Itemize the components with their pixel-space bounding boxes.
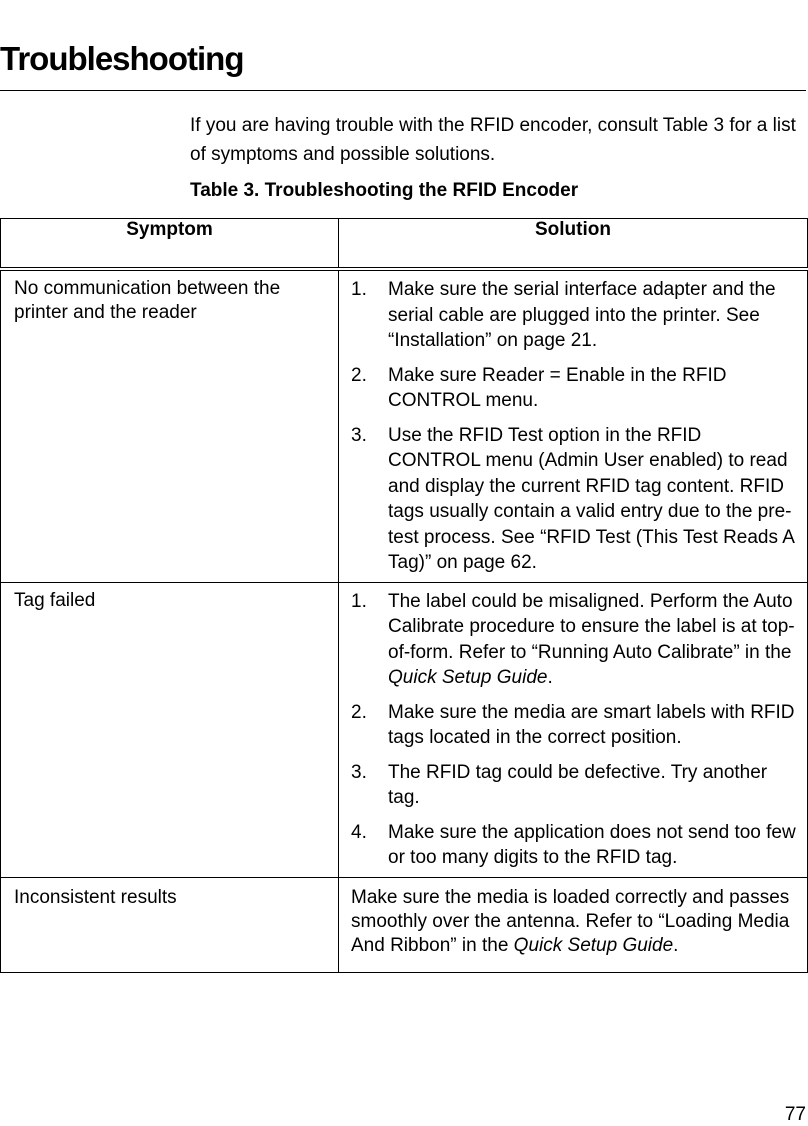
- step-text-part: The label could be misaligned. Perform the Auto Calibrate procedure to ensure the label is at top-of-form. Refer to “Running Auto Calibrate” in the: [388, 590, 795, 663]
- step-number: 4.: [351, 821, 367, 843]
- step-text: Make sure Reader = Enable in the RFID CONTROL menu.: [388, 364, 727, 411]
- troubleshooting-table: [0, 218, 808, 973]
- symptom-cell: Inconsistent results: [1, 877, 339, 972]
- symptom-column-header: Symptom: [1, 219, 339, 270]
- solution-step: [351, 363, 797, 414]
- solution-step: [351, 700, 797, 751]
- page-number: 77: [784, 1104, 806, 1125]
- solution-step: [351, 423, 797, 576]
- step-number: 2.: [351, 701, 367, 723]
- intro-paragraph: If you are having trouble with the RFID encoder, consult Table 3 for a list of symptoms and possible solutions.: [190, 115, 796, 165]
- solution-step: [351, 589, 797, 691]
- guide-title: Quick Setup Guide: [388, 667, 548, 688]
- page-title: Troubleshooting: [0, 40, 244, 77]
- title-rule: [0, 90, 806, 91]
- solution-steps: [351, 277, 797, 576]
- step-text: [388, 591, 795, 689]
- solution-cell: [339, 582, 808, 877]
- guide-title: Quick Setup Guide: [513, 934, 674, 956]
- table-header-row: [1, 219, 808, 270]
- table-caption: Table 3. Troubleshooting the RFID Encoder: [190, 180, 579, 201]
- symptom-cell: Tag failed: [1, 582, 339, 877]
- solution-step: [351, 277, 797, 354]
- step-text: Make sure the media are smart labels with RFID tags located in the correct position.: [388, 701, 795, 748]
- solution-step: [351, 820, 797, 871]
- solution-cell: [339, 877, 808, 972]
- solution-cell: [339, 269, 808, 582]
- step-text: Make sure the application does not send too few or too many digits to the RFID tag.: [388, 821, 796, 868]
- step-number: 3.: [351, 761, 367, 783]
- solution-text-part: Make sure the media is loaded correctly and passes smoothly over the antenna. Refer to “Loading Media And Ribbon” in the: [351, 886, 790, 956]
- symptom-cell: No communication between the printer and the reader: [1, 269, 339, 582]
- step-number: 2.: [351, 364, 367, 386]
- solution-steps: [351, 589, 797, 871]
- solution-text-part: .: [673, 934, 679, 956]
- solution-step: [351, 760, 797, 811]
- table-row: [1, 582, 808, 877]
- step-number: 1.: [351, 279, 367, 300]
- step-number: 1.: [351, 590, 367, 612]
- step-text: Use the RFID Test option in the RFID CONTROL menu (Admin User enabled) to read and display the current RFID tag content. RFID tags usually contain a valid entry due to the pre-test process. See “RFID Test (This Test Reads A Tag)” on page 62.: [388, 424, 794, 573]
- step-text: The RFID tag could be defective. Try another tag.: [388, 761, 768, 808]
- step-text: Make sure the serial interface adapter and the serial cable are plugged into the printer. See “Installation” on page 21.: [388, 279, 776, 351]
- step-number: 3.: [351, 424, 367, 446]
- step-text-part: .: [547, 667, 553, 688]
- table-row: [1, 877, 808, 972]
- table-row: [1, 269, 808, 582]
- solution-column-header: Solution: [339, 219, 808, 270]
